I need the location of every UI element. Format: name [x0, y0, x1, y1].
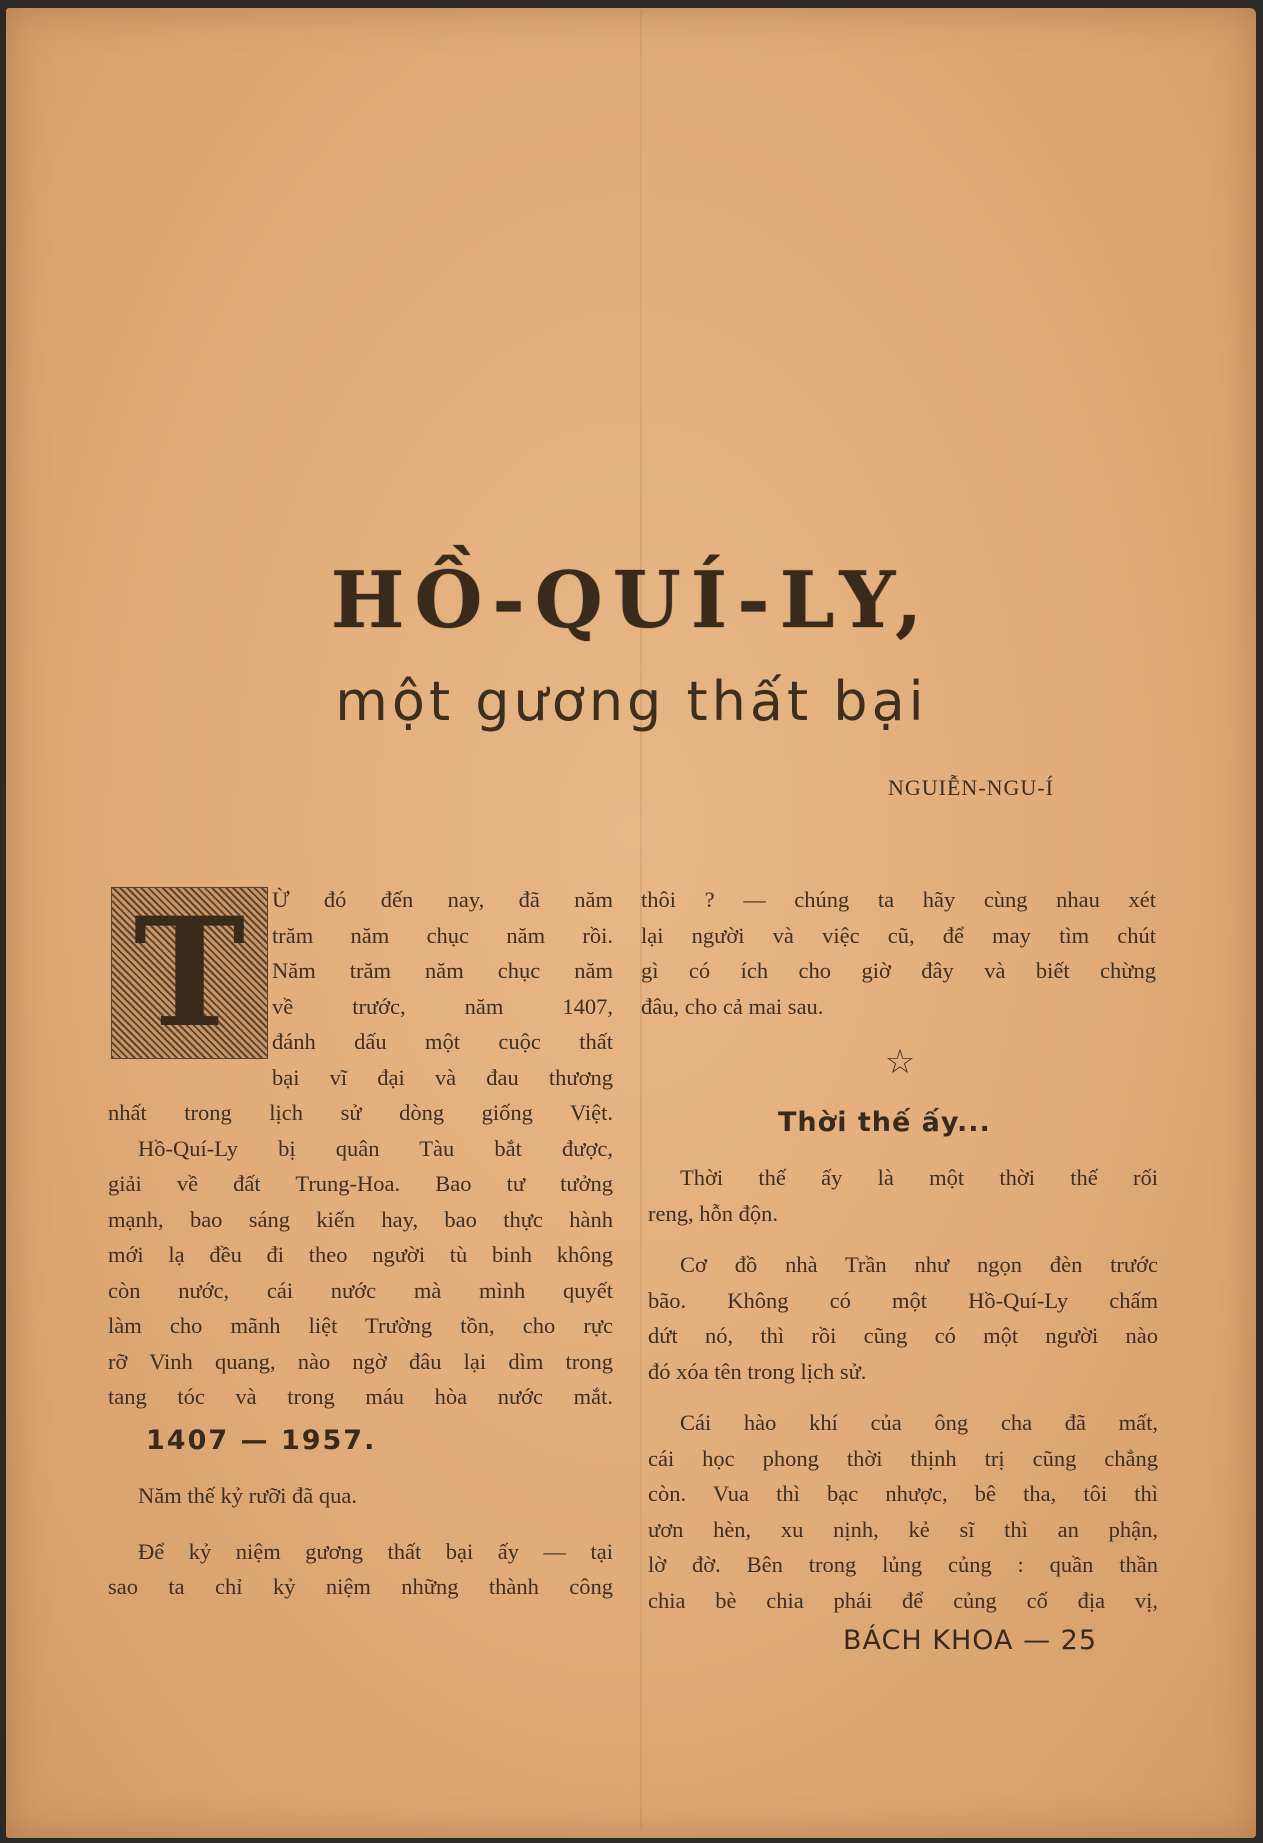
text-line: Cái hào khí của ông cha đã mất, — [680, 1410, 1158, 1435]
text-line: ươn hèn, xu nịnh, kẻ sĩ thì an phận, — [648, 1516, 1158, 1542]
text-line: đánh dấu một cuộc thất — [272, 1029, 613, 1054]
text-line: Thời thế ấy là một thời thế rối — [680, 1165, 1158, 1190]
text-line: reng, hỗn độn. — [648, 1200, 778, 1226]
text-line: sao ta chỉ kỷ niệm những thành công — [108, 1574, 613, 1599]
text-line: còn nước, cái nước mà mình quyết — [108, 1277, 613, 1303]
page-footer: BÁCH KHOA — 25 — [843, 1625, 1098, 1656]
text-line: cái học phong thời thịnh trị cũng chẳng — [648, 1445, 1158, 1471]
text-line: trăm năm chục năm rồi. — [272, 922, 613, 948]
text-line: Cơ đồ nhà Trần như ngọn đèn trước — [680, 1252, 1158, 1277]
text-line: mạnh, bao sáng kiến hay, bao thực hành — [108, 1206, 613, 1232]
text-line: về trước, năm 1407, — [272, 993, 613, 1019]
text-line: tang tóc và trong máu hòa nước mắt. — [108, 1384, 613, 1409]
text-line: Năm trăm năm chục năm — [272, 958, 613, 983]
text-line: còn. Vua thì bạc nhược, bê tha, tôi thì — [648, 1481, 1158, 1506]
right-column-continuation — [641, 882, 1156, 1024]
left-column-paragraph-2 — [108, 1478, 613, 1605]
text-line: chia bè chia phái để củng cố địa vị, — [648, 1587, 1158, 1613]
text-line: thôi ? — chúng ta hãy cùng nhau xét — [641, 887, 1156, 912]
text-line: mới lạ đều đi theo người tù binh không — [108, 1242, 613, 1267]
text-line: Để kỷ niệm gương thất bại ấy — tại — [138, 1538, 613, 1564]
text-line: Năm thế kỷ rưỡi đã qua. — [138, 1483, 358, 1508]
drop-cap-letter: T — [133, 885, 246, 1061]
star-ornament: ☆ — [884, 1042, 916, 1082]
left-column-paragraph-1 — [108, 882, 613, 1415]
text-line: bại vĩ đại và đau thương — [272, 1064, 613, 1090]
text-line: đâu, cho cả mai sau. — [641, 993, 824, 1019]
text-line: Hồ-Quí-Ly bị quân Tàu bắt được, — [138, 1135, 613, 1161]
text-line: giải về đất Trung-Hoa. Bao tư tưởng — [108, 1171, 613, 1196]
dates-line: 1407 — 1957. — [146, 1425, 377, 1456]
text-line: làm cho mãnh liệt Trường tồn, cho rực — [108, 1313, 613, 1338]
drop-cap-wrap-lines — [272, 882, 613, 1095]
text-line: Ừ đó đến nay, đã năm — [272, 887, 613, 912]
text-line: dứt nó, thì rồi cũng có một người nào — [648, 1323, 1158, 1348]
text-line: đó xóa tên trong lịch sử. — [648, 1358, 867, 1384]
text-line: lại người và việc cũ, để may tìm chút — [641, 922, 1156, 948]
text-line: rỡ Vinh quang, nào ngờ đâu lại dìm trong — [108, 1348, 613, 1374]
text-line: gì có ích cho giờ đây và biết chừng — [641, 958, 1156, 983]
section-heading: Thời thế ấy... — [778, 1107, 991, 1138]
article-subtitle: một gương thất bại — [335, 670, 928, 733]
author-name: NGUIỄN-NGU-Í — [888, 775, 1054, 800]
right-column-section — [648, 1160, 1158, 1618]
text-line: bão. Không có một Hồ-Quí-Ly chấm — [648, 1287, 1158, 1313]
text-line: nhất trong lịch sử dòng giống Việt. — [108, 1100, 613, 1125]
text-line: lờ đờ. Bên trong lủng củng : quần thần — [648, 1552, 1158, 1577]
article-title: HỒ-QUÍ-LY, — [330, 555, 933, 646]
